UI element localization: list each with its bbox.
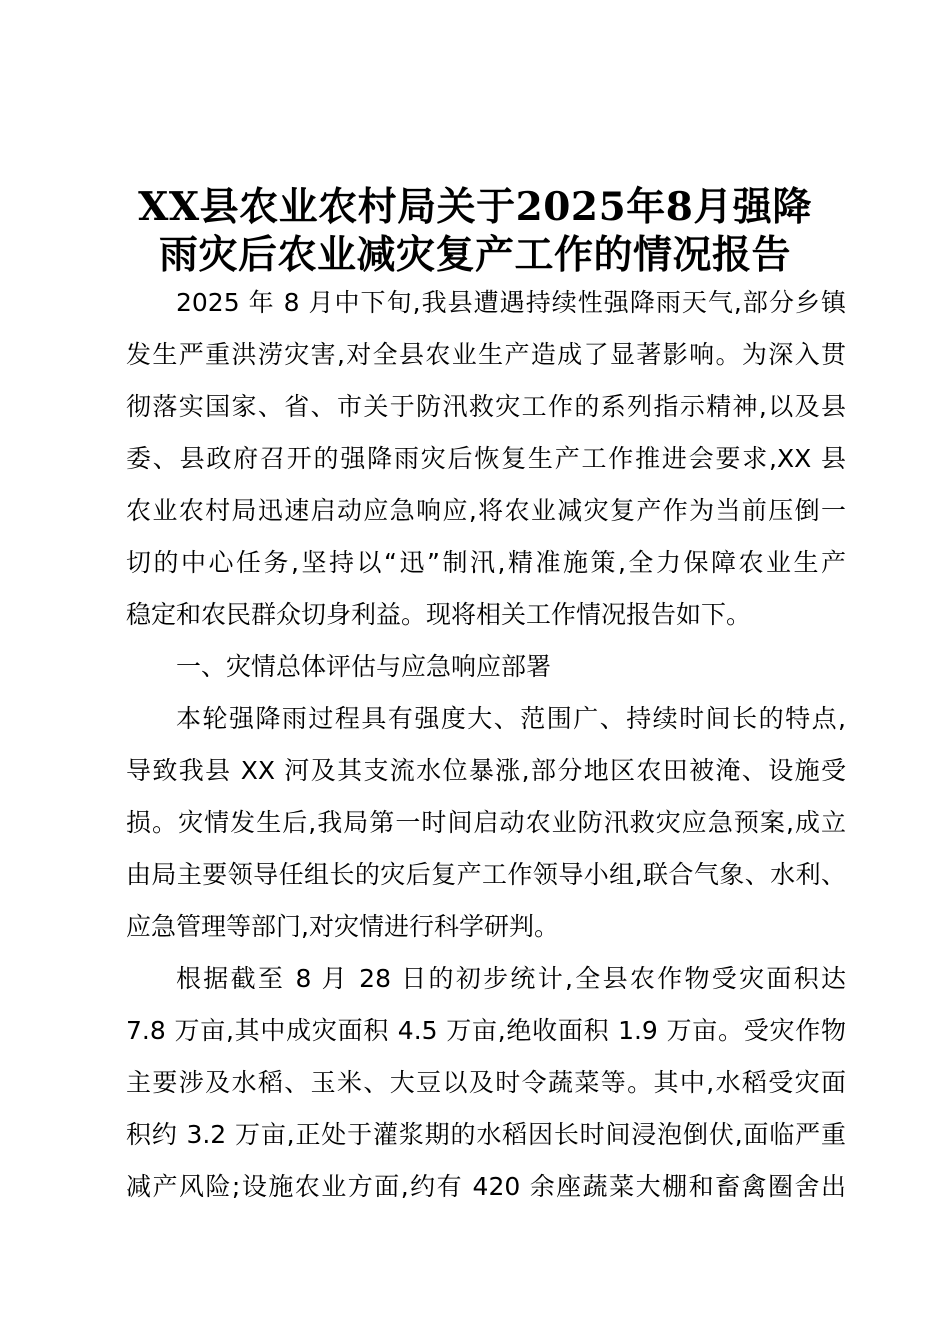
paragraph-1-line-3: 彻落实国家、省、市关于防汛救灾工作的系列指示精神,以及县 <box>126 392 846 421</box>
paragraph-3-line-2: 导致我县 XX 河及其支流水位暴涨,部分地区农田被淹、设施受 <box>126 756 846 785</box>
paragraph-4-line-1: 根据截至 8 月 28 日的初步统计,全县农作物受灾面积达 <box>176 964 846 993</box>
paragraph-4-line-4: 积约 3.2 万亩,正处于灌浆期的水稻因长时间浸泡倒伏,面临严重 <box>126 1120 846 1149</box>
paragraph-4-line-2: 7.8 万亩,其中成灾面积 4.5 万亩,绝收面积 1.9 万亩。受灾作物 <box>126 1016 846 1045</box>
paragraph-1-line-6: 切的中心任务,坚持以“迅”制汛,精准施策,全力保障农业生产 <box>126 548 846 577</box>
paragraph-3-line-3: 损。灾情发生后,我局第一时间启动农业防汛救灾应急预案,成立 <box>126 808 846 837</box>
paragraph-1-line-5: 农业农村局迅速启动应急响应,将农业减灾复产作为当前压倒一 <box>126 496 846 525</box>
title-line-2: 雨灾后农业减灾复产工作的情况报告 <box>158 232 791 278</box>
paragraph-4-line-5: 减产风险;设施农业方面,约有 420 余座蔬菜大棚和畜禽圈舍出 <box>126 1172 846 1201</box>
paragraph-1-line-1: 2025 年 8 月中下旬,我县遭遇持续性强降雨天气,部分乡镇 <box>176 288 846 317</box>
title-line-1: XX县农业农村局关于2025年8月强降 <box>138 184 812 230</box>
paragraph-1-line-7: 稳定和农民群众切身利益。现将相关工作情况报告如下。 <box>126 600 752 629</box>
paragraph-3-line-1: 本轮强降雨过程具有强度大、范围广、持续时间长的特点, <box>176 704 846 733</box>
paragraph-1-line-4: 委、县政府召开的强降雨灾后恢复生产工作推进会要求,XX 县 <box>126 444 846 473</box>
paragraph-3-line-5: 应急管理等部门,对灾情进行科学研判。 <box>126 912 559 941</box>
paragraph-4-line-3: 主要涉及水稻、玉米、大豆以及时令蔬菜等。其中,水稻受灾面 <box>126 1068 846 1097</box>
section-heading-1: 一、灾情总体评估与应急响应部署 <box>176 652 552 681</box>
document-title <box>100 183 850 279</box>
paragraph-1-line-2: 发生严重洪涝灾害,对全县农业生产造成了显著影响。为深入贯 <box>126 340 846 369</box>
paragraph-3-line-4: 由局主要领导任组长的灾后复产工作领导小组,联合气象、水利、 <box>126 860 846 889</box>
